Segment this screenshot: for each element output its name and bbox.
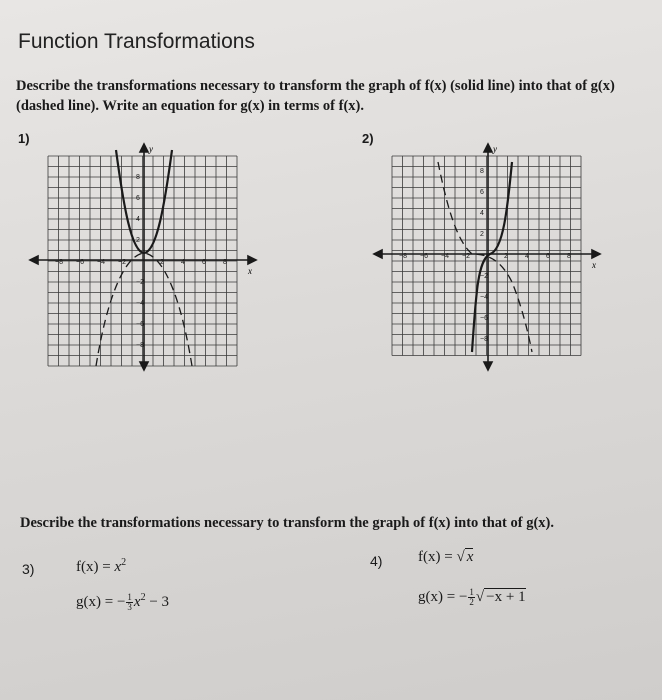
x-tick-label: −8 [399, 253, 407, 260]
p3-f-exp: 2 [121, 557, 127, 568]
x-tick-label: −6 [76, 259, 84, 266]
p3-g-lhs: g(x) = − [76, 594, 126, 610]
problem-4-f-equation: f(x) = √ x [418, 549, 474, 565]
instructions-part1: Describe the transformations necessary to transform the graph of f(x) (solid line) into that of g(x) (dashed line). Write an equation for g(x) in terms of f(x). [16, 78, 615, 114]
x-tick-label: −6 [420, 253, 428, 260]
x-tick-label: 6 [546, 253, 550, 260]
x-tick-label: −2 [118, 259, 126, 266]
y-tick-label: 4 [136, 216, 140, 223]
graph-2-x-label: x [592, 260, 596, 270]
p3-g-num: 1 [127, 592, 132, 603]
page-title: Function Transformations [18, 30, 255, 53]
y-tick-label: −8 [136, 342, 144, 349]
y-tick-label: 8 [136, 174, 140, 181]
x-tick-label: 8 [223, 259, 227, 266]
graph-1 [28, 142, 258, 372]
x-tick-label: 2 [160, 259, 164, 266]
p4-g-lhs: g(x) = − [418, 588, 468, 605]
p4-f-lhs: f(x) = [418, 549, 457, 565]
x-tick-label: −4 [97, 259, 105, 266]
graph-1-y-label: y [149, 144, 153, 154]
graph-1-axes [30, 144, 256, 370]
problem-3-g-equation [76, 592, 169, 612]
x-tick-label: 6 [202, 259, 206, 266]
p3-f-var: x [114, 559, 122, 575]
x-tick-label: 4 [181, 259, 185, 266]
y-tick-label: 6 [480, 189, 484, 196]
p3-g-var: x [133, 594, 141, 610]
y-tick-label: −2 [136, 279, 144, 286]
y-tick-label: −8 [480, 336, 488, 343]
y-tick-label: −6 [136, 321, 144, 328]
x-tick-label: −8 [55, 259, 63, 266]
y-tick-label: 6 [136, 195, 140, 202]
problem-1-number: 1) [18, 131, 30, 146]
p4-g-den: 2 [469, 597, 474, 607]
y-tick-label: 8 [480, 168, 484, 175]
graph-1-x-label: x [248, 266, 252, 276]
y-tick-label: −6 [480, 315, 488, 322]
instructions-part2: Describe the transformations necessary to transform the graph of f(x) into that of g(x). [20, 515, 554, 531]
p3-g-frac [126, 593, 133, 612]
y-tick-label: −2 [480, 273, 488, 280]
y-tick-label: −4 [136, 300, 144, 307]
graph-2-y-label: y [493, 144, 497, 154]
x-tick-label: 8 [567, 253, 571, 260]
graph-2 [372, 142, 602, 372]
x-tick-label: −2 [462, 253, 470, 260]
problem-4-g-equation: g(x) = − $\frac{1}{2}$ √ −x + 1 [418, 587, 526, 607]
y-tick-label: 4 [480, 210, 484, 217]
x-tick-label: −4 [441, 253, 449, 260]
p4-f-rad: x [466, 549, 474, 565]
problem-2-number: 2) [362, 131, 374, 146]
problem-3-f-equation [76, 557, 126, 576]
p3-g-den: 3 [127, 602, 132, 613]
x-tick-label: 4 [525, 253, 529, 260]
x-tick-label: 2 [504, 253, 508, 260]
y-tick-label: 2 [136, 237, 140, 244]
problem-4-number: 4) [370, 553, 383, 569]
p4-g-frac [468, 588, 475, 607]
p4-g-rad: −x + 1 [486, 588, 526, 605]
y-tick-label: −4 [480, 294, 488, 301]
p3-g-exp: 2 [140, 592, 146, 603]
p3-f-lhs: f(x) = [76, 559, 115, 575]
p4-g-num: 1 [469, 587, 474, 597]
problem-3-number: 3) [22, 561, 35, 577]
p3-g-tail: − 3 [145, 594, 170, 610]
y-tick-label: 2 [480, 231, 484, 238]
